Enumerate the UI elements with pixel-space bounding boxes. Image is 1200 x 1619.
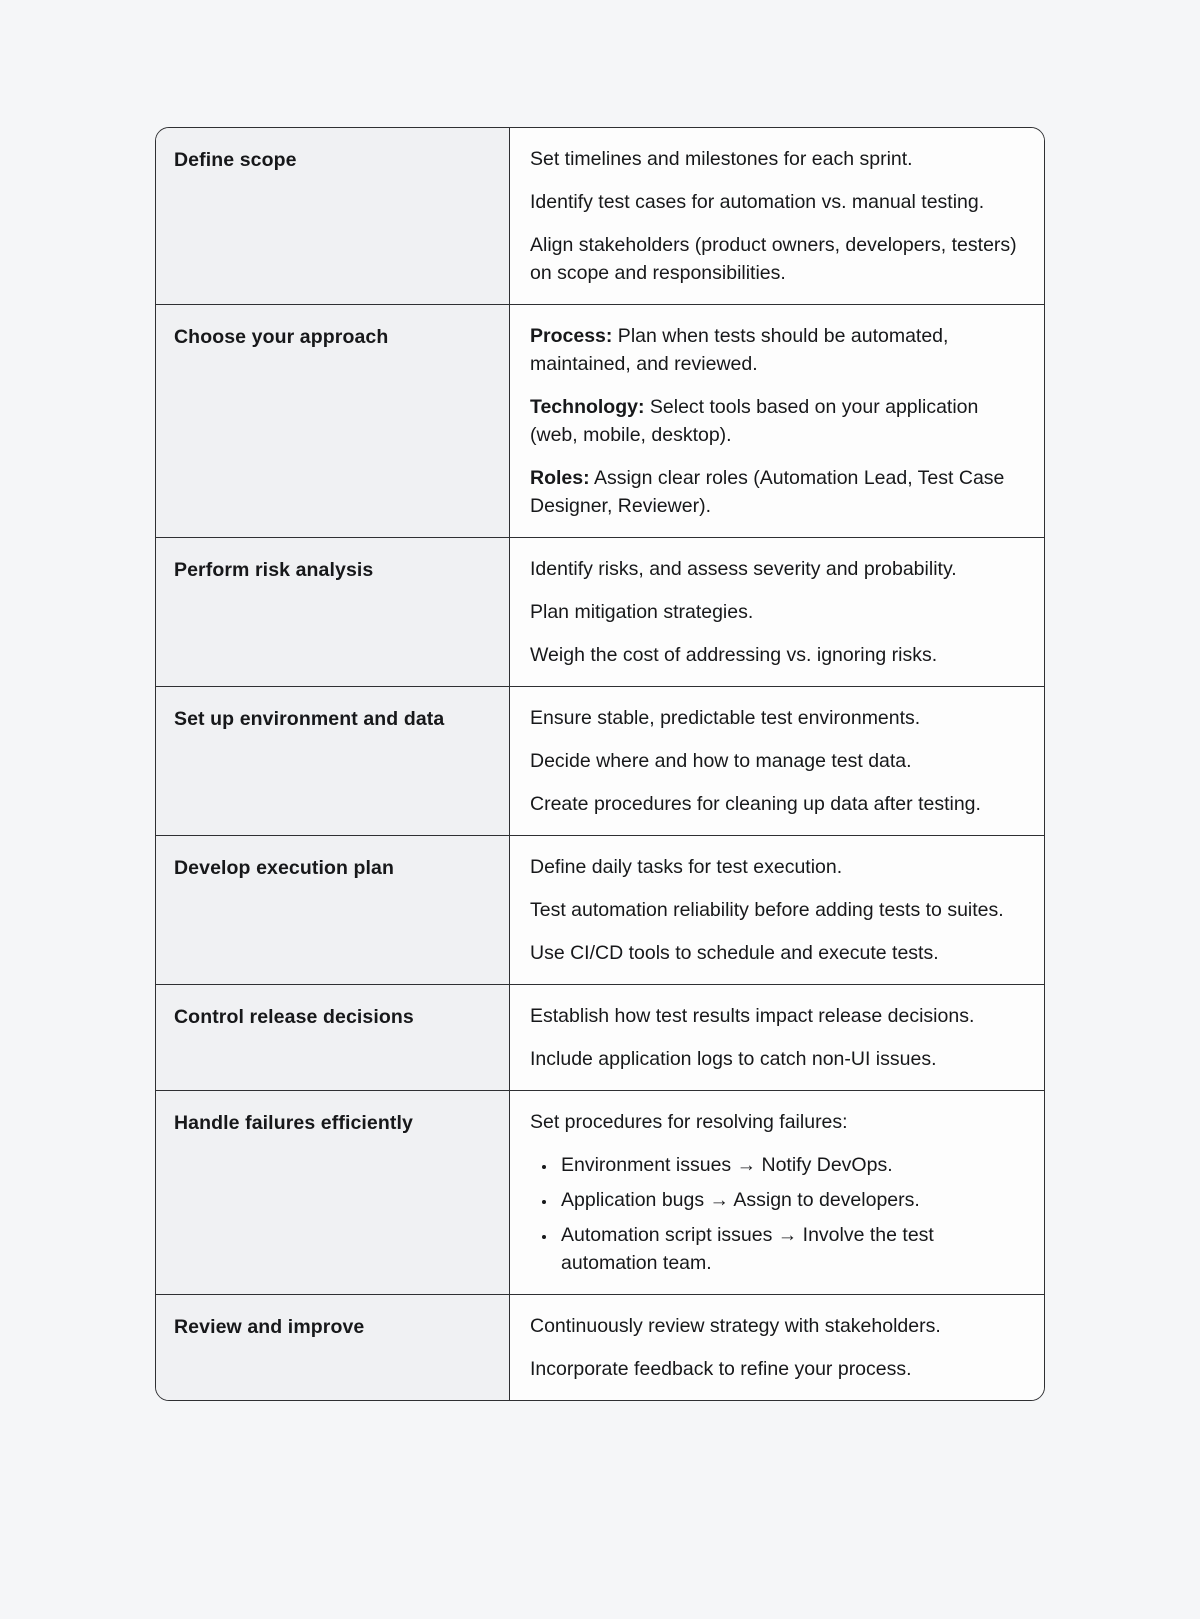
paragraph-lead: Roles: xyxy=(530,467,590,489)
paragraph-text: Plan when tests should be automated, maintained, and reviewed. xyxy=(530,325,949,375)
row-label: Control release decisions xyxy=(174,1006,414,1028)
row-label: Perform risk analysis xyxy=(174,559,374,581)
paragraph xyxy=(530,393,1022,449)
failure-procedures-list xyxy=(530,1151,1022,1277)
row-content-cell xyxy=(510,1091,1044,1294)
list-item: • Application bugs → Assign to developers. xyxy=(557,1186,1022,1214)
paragraph: Align stakeholders (product owners, developers, testers) on scope and responsibilities. xyxy=(530,234,1017,284)
row-label-cell xyxy=(156,1091,510,1294)
paragraph: Identify test cases for automation vs. manual testing. xyxy=(530,191,985,213)
row-label: Handle failures efficiently xyxy=(174,1112,413,1134)
row-label: Choose your approach xyxy=(174,326,389,348)
paragraph: Identify risks, and assess severity and probability. xyxy=(530,558,957,580)
table-row-risk-analysis xyxy=(156,537,1044,686)
paragraph: Set procedures for resolving failures: xyxy=(530,1111,848,1133)
paragraph: Continuously review strategy with stakeholders. xyxy=(530,1315,941,1337)
table-row-handle-failures xyxy=(156,1090,1044,1294)
row-content-cell xyxy=(510,1295,1044,1400)
table-row-execution-plan xyxy=(156,835,1044,984)
row-content-cell xyxy=(510,687,1044,835)
table-row-choose-approach xyxy=(156,304,1044,537)
row-label: Review and improve xyxy=(174,1316,365,1338)
row-label-cell xyxy=(156,985,510,1090)
row-label: Define scope xyxy=(174,149,297,171)
row-label-cell xyxy=(156,836,510,984)
row-label-cell xyxy=(156,1295,510,1400)
list-item: • Automation script issues → Involve the test automation team. xyxy=(557,1221,1022,1277)
row-content-cell xyxy=(510,305,1044,537)
test-strategy-table xyxy=(155,127,1045,1401)
table-row-define-scope xyxy=(156,128,1044,304)
paragraph xyxy=(530,322,1022,378)
paragraph: Set timelines and milestones for each sprint. xyxy=(530,148,913,170)
row-content-cell xyxy=(510,985,1044,1090)
row-label-cell xyxy=(156,538,510,686)
paragraph-lead: Process: xyxy=(530,325,613,347)
content-area xyxy=(155,0,1045,1401)
paragraph-lead: Technology: xyxy=(530,396,645,418)
list-item: • Environment issues → Notify DevOps. xyxy=(557,1151,1022,1179)
paragraph: Create procedures for cleaning up data after testing. xyxy=(530,793,981,815)
row-label: Set up environment and data xyxy=(174,708,445,730)
row-label-cell xyxy=(156,305,510,537)
table-row-release-decisions xyxy=(156,984,1044,1090)
paragraph: Plan mitigation strategies. xyxy=(530,601,754,623)
row-label-cell xyxy=(156,687,510,835)
paragraph: Weigh the cost of addressing vs. ignoring risks. xyxy=(530,644,938,666)
paragraph: Ensure stable, predictable test environments. xyxy=(530,707,921,729)
paragraph-text: Select tools based on your application (web, mobile, desktop). xyxy=(530,396,979,446)
paragraph: Include application logs to catch non-UI issues. xyxy=(530,1048,937,1070)
row-label: Develop execution plan xyxy=(174,857,395,879)
paragraph: Incorporate feedback to refine your process. xyxy=(530,1358,912,1380)
table-row-environment-data xyxy=(156,686,1044,835)
paragraph: Establish how test results impact release decisions. xyxy=(530,1005,975,1027)
paragraph: Decide where and how to manage test data. xyxy=(530,750,912,772)
paragraph-text: Assign clear roles (Automation Lead, Test Case Designer, Reviewer). xyxy=(530,467,1005,517)
row-content-cell xyxy=(510,128,1044,304)
paragraph xyxy=(530,464,1022,520)
table-row-review-improve xyxy=(156,1294,1044,1400)
paragraph: Use CI/CD tools to schedule and execute tests. xyxy=(530,942,939,964)
row-content-cell xyxy=(510,538,1044,686)
row-content-cell xyxy=(510,836,1044,984)
paragraph: Test automation reliability before adding tests to suites. xyxy=(530,899,1004,921)
row-label-cell xyxy=(156,128,510,304)
paragraph: Define daily tasks for test execution. xyxy=(530,856,843,878)
